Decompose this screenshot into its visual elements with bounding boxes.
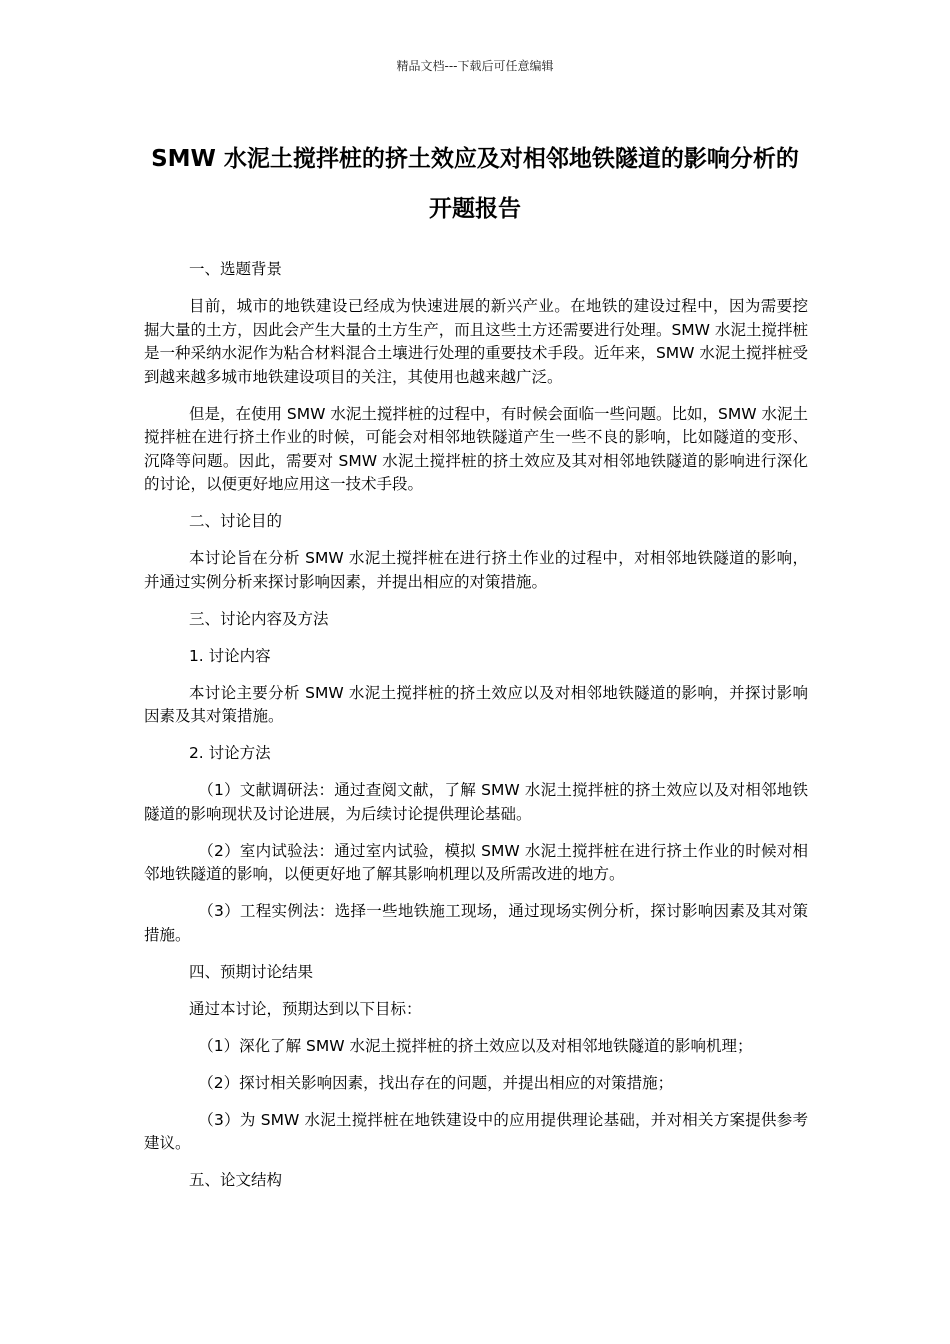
section-heading-structure: 五、论文结构 [188, 1171, 282, 1189]
document-body [144, 258, 808, 1206]
method-case-study: （3）工程实例法：选择一些地铁施工现场，通过现场实例分析，探讨影响因素及其对策措施。 [144, 902, 808, 944]
paragraph-purpose: 本讨论旨在分析 SMW 水泥土搅拌桩在进行挤土作业的过程中，对相邻地铁隧道的影响，并通过实例分析来探讨影响因素，并提出相应的对策措施。 [144, 549, 808, 591]
paragraph-expected-intro: 通过本讨论，预期达到以下目标： [188, 999, 422, 1018]
subheading-content: 1. 讨论内容 [188, 646, 271, 665]
expected-result-1: （1）深化了解 SMW 水泥土搅拌桩的挤土效应以及对相邻地铁隧道的影响机理； [198, 1036, 753, 1055]
header-note: 精品文档---下载后可任意编辑 [396, 59, 554, 73]
document-title: SMW 水泥土搅拌桩的挤土效应及对相邻地铁隧道的影响分析的开题报告 [151, 146, 799, 222]
paragraph-background-2: 但是，在使用 SMW 水泥土搅拌桩的过程中，有时候会面临一些问题。比如，SMW 水泥土搅拌桩在进行挤土作业的时候，可能会对相邻地铁隧道产生一些不良的影响，比如隧道的变形、沉降等问题。因此，需要对 SMW 水泥土搅拌桩的挤土效应及其对相邻地铁隧道的影响进行深化的讨论，以便更好地应用这一技术手段。 [144, 404, 808, 493]
section-heading-content-methods: 三、讨论内容及方法 [188, 609, 329, 628]
section-heading-purpose: 二、讨论目的 [188, 512, 282, 530]
method-literature: （1）文献调研法：通过查阅文献，了解 SMW 水泥土搅拌桩的挤土效应以及对相邻地铁隧道的影响现状及讨论进展，为后续讨论提供理论基础。 [144, 781, 808, 823]
expected-result-2: （2）探讨相关影响因素，找出存在的问题，并提出相应的对策措施； [198, 1073, 674, 1092]
section-heading-expected-results: 四、预期讨论结果 [188, 962, 313, 981]
subheading-methods: 2. 讨论方法 [188, 744, 271, 762]
section-heading-background: 一、选题背景 [188, 260, 282, 278]
paragraph-content: 本讨论主要分析 SMW 水泥土搅拌桩的挤土效应以及对相邻地铁隧道的影响，并探讨影响因素及其对策措施。 [144, 683, 808, 725]
method-lab-test: （2）室内试验法：通过室内试验，模拟 SMW 水泥土搅拌桩在进行挤土作业的时候对相邻地铁隧道的影响，以便更好地了解其影响机理以及所需改进的地方。 [144, 841, 808, 883]
expected-result-3: （3）为 SMW 水泥土搅拌桩在地铁建设中的应用提供理论基础，并对相关方案提供参考建议。 [144, 1110, 808, 1152]
paragraph-background-1: 目前，城市的地铁建设已经成为快速进展的新兴产业。在地铁的建设过程中，因为需要挖掘大量的土方，因此会产生大量的土方生产，而且这些土方还需要进行处理。SMW 水泥土搅拌桩是一种采纳水泥作为粘合材料混合土壤进行处理的重要技术手段。近年来，SMW 水泥土搅拌桩受到越来越多城市地铁建设项目的关注，其使用也越来越广泛。 [144, 297, 808, 386]
